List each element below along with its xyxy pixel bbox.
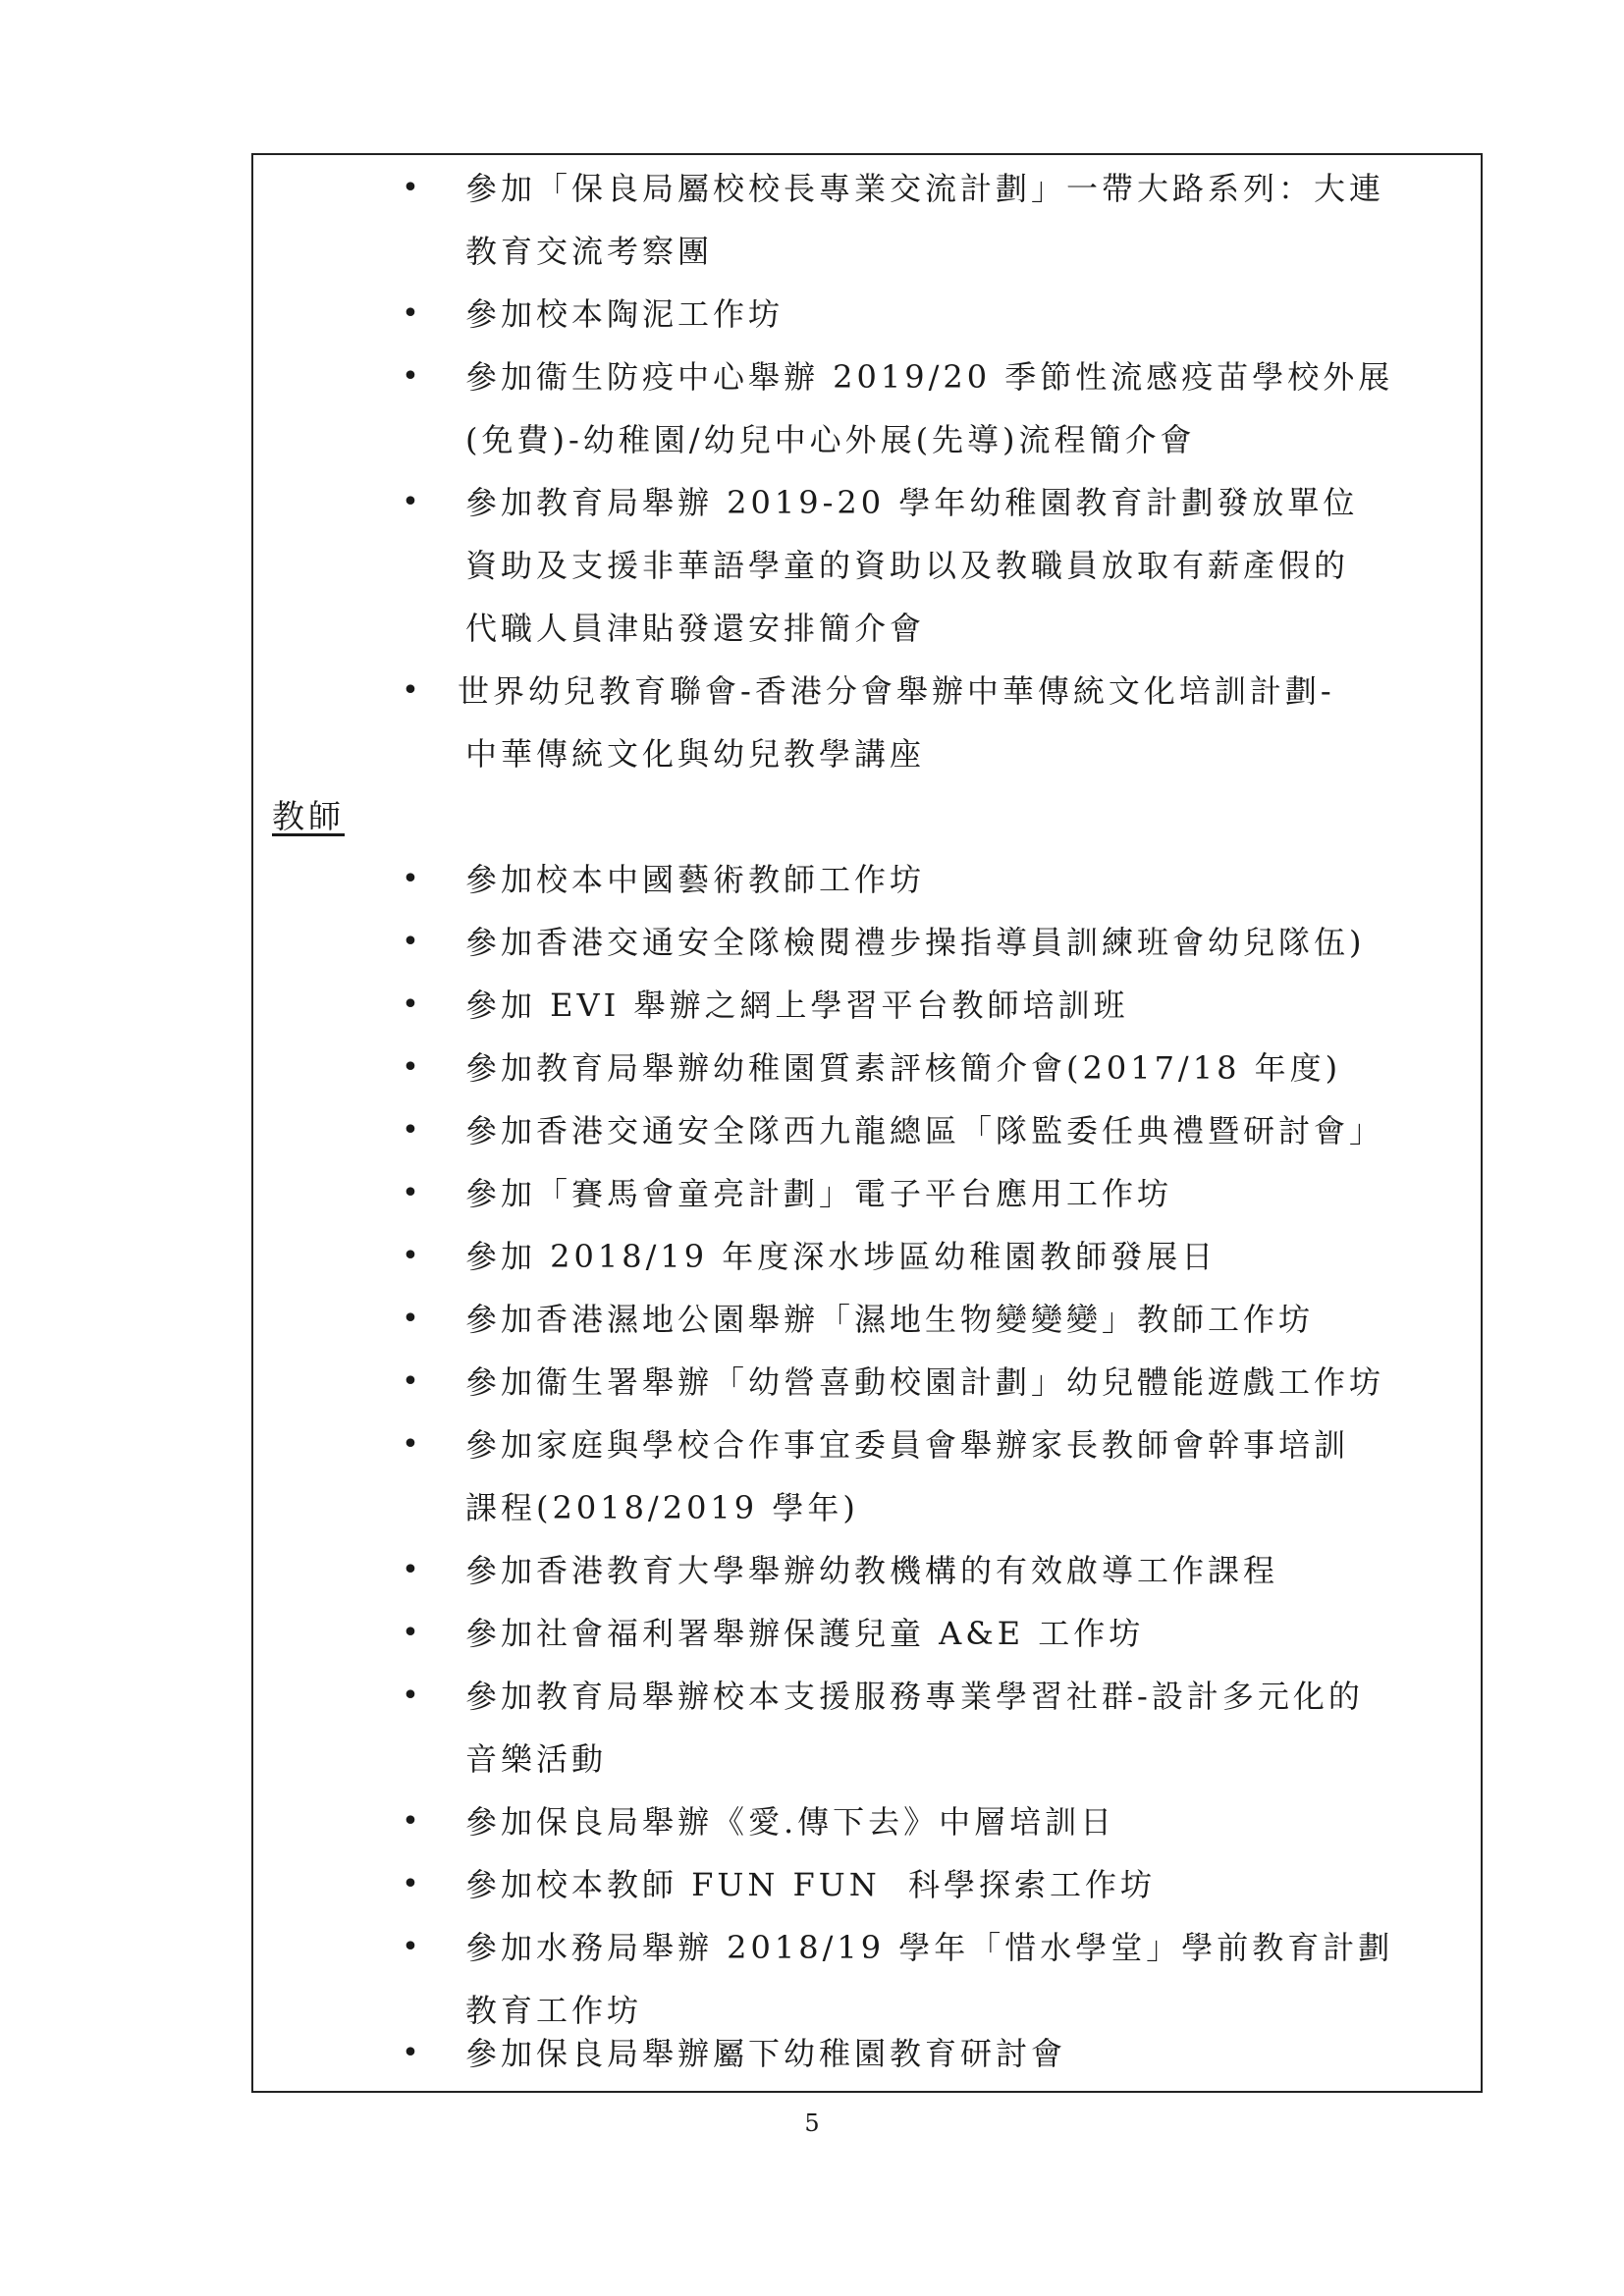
bullet: •: [402, 296, 419, 331]
list-item-text: 教育工作坊: [465, 1992, 643, 2029]
bullet: •: [402, 171, 419, 205]
list-item-text: 代職人員津貼發還安排簡介會: [465, 610, 926, 647]
list-item-text: 參加校本陶泥工作坊: [465, 295, 785, 333]
list-item: [253, 660, 1481, 785]
list-item-text: 課程(2018/2019 學年): [465, 1489, 859, 1526]
bullet: •: [402, 1930, 419, 1964]
bullet: •: [402, 1867, 419, 1901]
bullet: •: [402, 925, 419, 959]
list-item: [253, 471, 1481, 647]
list-item-text: 參加香港交通安全隊西九龍總區「隊監委任典禮暨研討會」: [465, 1112, 1385, 1149]
list-item-text: 參加家庭與學校合作事宜委員會舉辦家長教師會幹事培訓: [465, 1426, 1350, 1464]
list-item-text: 參加教育局舉辦幼稚園質素評核簡介會(2017/18 年度): [465, 1049, 1342, 1087]
list-item-text: 參加 EVI 舉辦之網上學習平台教師培訓班: [465, 987, 1129, 1024]
list-item-text: 參加水務局舉辦 2018/19 學年「惜水學堂」學前教育計劃: [465, 1929, 1394, 1966]
bullet: •: [402, 1239, 419, 1273]
bullet: •: [402, 2036, 419, 2070]
list-item-text: 資助及支援非華語學童的資助以及教職員放取有薪產假的: [465, 547, 1350, 584]
content-table-cell: [251, 153, 1483, 2093]
page-number: 5: [804, 2109, 820, 2137]
list-item-text: 參加「賽馬會童亮計劃」電子平台應用工作坊: [465, 1175, 1173, 1212]
bullet: •: [402, 1553, 419, 1587]
list-item-text: 參加香港教育大學舉辦幼教機構的有效啟導工作課程: [465, 1552, 1279, 1589]
list-item-text: 參加衞生防疫中心舉辦 2019/20 季節性流感疫苗學校外展: [465, 358, 1394, 396]
list-item-text: 世界幼兒教育聯會-香港分會舉辦中華傳統文化培訓計劃-: [458, 672, 1335, 710]
bullet: •: [402, 1176, 419, 1210]
list-item-text: 參加教育局舉辦 2019-20 學年幼稚園教育計劃發放單位: [465, 484, 1359, 521]
list-item-text: 參加香港交通安全隊檢閱禮步操指導員訓練班會幼兒隊伍): [465, 924, 1366, 961]
bullet: •: [402, 1302, 419, 1336]
bullet: •: [402, 862, 419, 896]
bullet: •: [402, 1616, 419, 1650]
list-item: [253, 157, 1481, 283]
list-item-text: 參加保良局舉辦《愛.傳下去》中層培訓日: [465, 1803, 1116, 1841]
bullet: •: [402, 1679, 419, 1713]
bullet: •: [402, 673, 419, 708]
list-item-text: (免費)-幼稚園/幼兒中心外展(先導)流程簡介會: [465, 421, 1196, 458]
bullet: •: [402, 1364, 419, 1399]
list-item-text: 參加教育局舉辦校本支援服務專業學習社群-設計多元化的: [465, 1678, 1364, 1715]
list-item-text: 參加香港濕地公園舉辦「濕地生物變變變」教師工作坊: [465, 1301, 1315, 1338]
list-item-text: 音樂活動: [465, 1740, 608, 1778]
bullet: •: [402, 988, 419, 1022]
list-item-text: 參加「保良局屬校校長專業交流計劃」一帶大路系列：大連: [465, 170, 1385, 207]
list-item-text: 參加衞生署舉辦「幼營喜動校園計劃」幼兒體能遊戲工作坊: [465, 1363, 1385, 1401]
bullet: •: [402, 359, 419, 394]
list-item: [253, 2022, 1481, 2085]
list-item-text: 教育交流考察團: [465, 233, 714, 270]
bullet: •: [402, 485, 419, 519]
bullet: •: [402, 1113, 419, 1148]
list-item-text: 參加 2018/19 年度深水埗區幼稚園教師發展日: [465, 1238, 1218, 1275]
list-item-text: 參加保良局舉辦屬下幼稚園教育研討會: [465, 2035, 1067, 2072]
list-item-text: 參加校本中國藝術教師工作坊: [465, 861, 926, 898]
list-item-text: 參加校本教師 FUN FUN 科學探索工作坊: [465, 1866, 1157, 1903]
list-item: [253, 1665, 1481, 1790]
bullet: •: [402, 1427, 419, 1462]
section-heading-teachers: 教師: [272, 797, 345, 835]
bullet: •: [402, 1050, 419, 1085]
list-item: [253, 346, 1481, 471]
bullet: •: [402, 1804, 419, 1839]
list-item: [253, 1414, 1481, 1539]
list-item-text: 中華傳統文化與幼兒教學講座: [465, 735, 926, 773]
list-item-text: 參加社會福利署舉辦保護兒童 A&E 工作坊: [465, 1615, 1145, 1652]
